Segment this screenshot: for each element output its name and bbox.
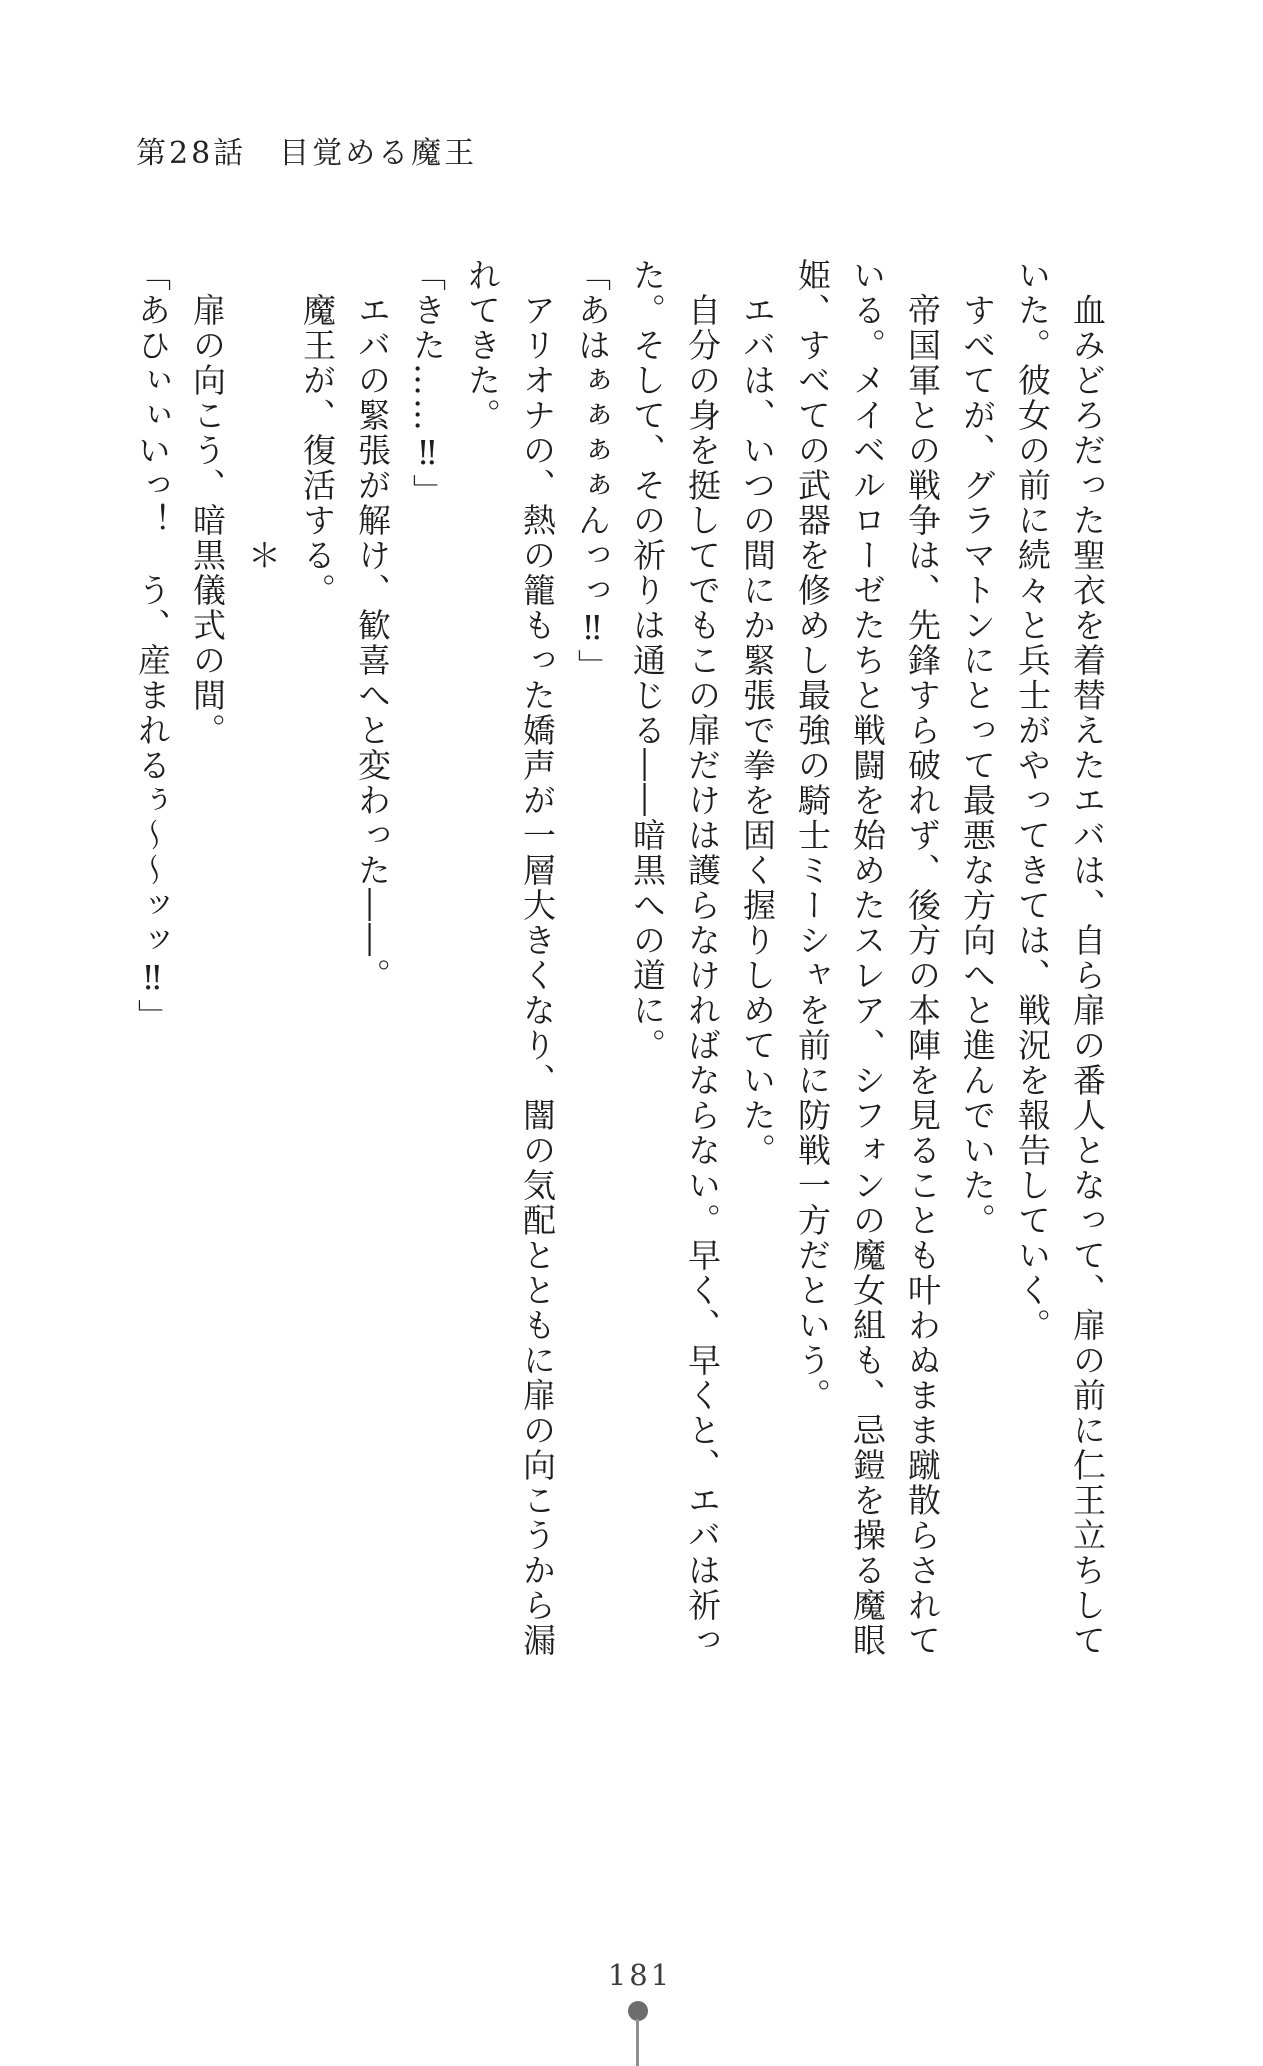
text-line: エバの緊張が解け、歓喜へと変わった――。 <box>353 293 392 993</box>
text-line: 姫、すべての武器を修めし最強の騎士ミーシャを前に防戦一方だという。 <box>793 258 832 1413</box>
body-text <box>125 258 1115 1670</box>
dialogue-line: 「あはぁぁぁぁんっっ‼」 <box>573 258 612 684</box>
text-line: いた。彼女の前に続々と兵士がやってきては、戦況を報告していく。 <box>1013 258 1052 1343</box>
chapter-running-head: 第28話 目覚める魔王 <box>136 136 478 171</box>
text-line: 帝国軍との戦争は、先鋒すら破れず、後方の本陣を見ることも叶わぬまま蹴散らされて <box>903 293 942 1658</box>
text-line: た。そして、その祈りは通じる――暗黒への道に。 <box>628 258 667 1063</box>
text-line: アリオナの、熱の籠もった嬌声が一層大きくなり、闇の気配とともに扉の向こうから漏 <box>518 293 557 1658</box>
text-line: 血みどろだった聖衣を着替えたエバは、自ら扉の番人となって、扉の前に仁王立ちして <box>1068 293 1107 1658</box>
dialogue-line: 「きた……‼」 <box>408 258 447 509</box>
text-line: 自分の身を挺してでもこの扉だけは護らなければならない。早く、早くと、エバは祈っ <box>683 293 722 1658</box>
text-line: すべてが、グラマトンにとって最悪な方向へと進んでいた。 <box>958 293 997 1238</box>
stem-line <box>636 2019 639 2066</box>
section-divider-asterisk: ＊ <box>243 538 282 573</box>
text-line: エバは、いつの間にか緊張で拳を固く握りしめていた。 <box>738 293 777 1168</box>
circle-ornament-icon <box>628 2001 648 2021</box>
text-line: れてきた。 <box>463 258 502 433</box>
dialogue-line: 「あひぃぃいっ！ う、産まれるぅ〜〜ッッ‼」 <box>133 258 172 1034</box>
text-line: いる。メイベルローゼたちと戦闘を始めたスレア、シフォンの魔女組も、忌鎧を操る魔眼 <box>848 258 887 1658</box>
page-number: 181 <box>607 1958 673 1992</box>
text-line: 魔王が、復活する。 <box>298 293 337 608</box>
text-line: 扉の向こう、暗黒儀式の間。 <box>188 293 227 748</box>
